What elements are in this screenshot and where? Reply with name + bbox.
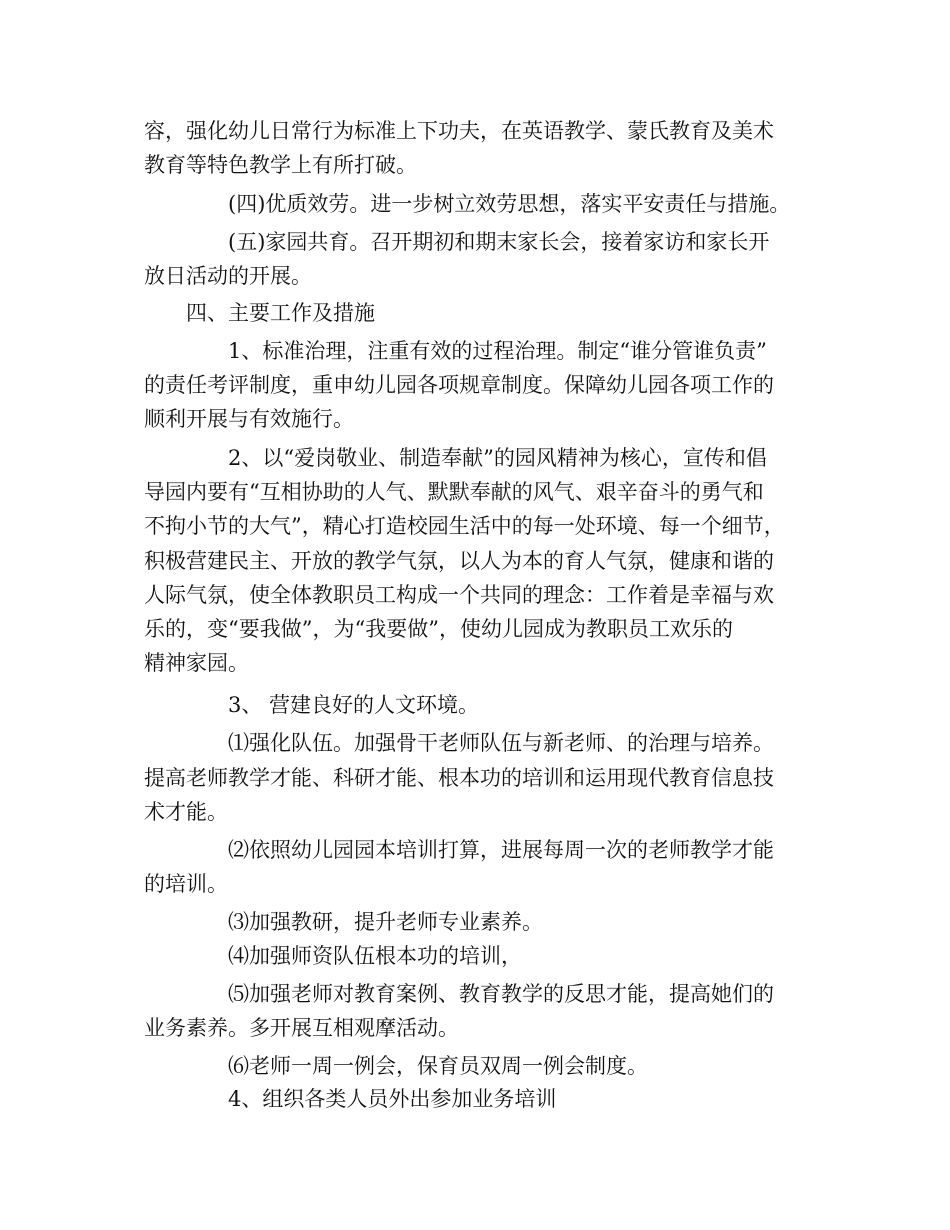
text-line: ⑸加强老师对教育案例、教育教学的反思才能，提高她们的 (228, 982, 774, 1006)
text-line: 乐的，变“要我做”，为“我要做”，使幼儿园成为教职员工欢乐的 (144, 617, 733, 641)
text-line: (四)优质效劳。进一步树立效劳思想，落实平安责任与措施。 (228, 192, 791, 216)
text-line: 精神家园。 (144, 651, 249, 675)
text-line: 提高老师教学才能、科研才能、根本功的培训和运用现代教育信息技 (144, 766, 774, 790)
text-line: 教育等特色教学上有所打破。 (144, 153, 417, 177)
text-line: 不拘小节的大气”，精心打造校园生活中的每一处环境、每一个细节， (144, 514, 785, 538)
text-line: (五)家园共育。召开期初和期末家长会，接着家访和家长开 (228, 230, 770, 254)
text-line: 的培训。 (144, 872, 228, 896)
text-line: 放日活动的开展。 (144, 264, 312, 288)
text-line: ⑴强化队伍。加强骨干老师队伍与新老师、的治理与培养。 (228, 731, 774, 755)
text-line: 顺利开展与有效施行。 (144, 407, 354, 431)
text-line: ⑶加强教研，提升老师专业素养。 (228, 910, 543, 934)
text-line: ⑷加强师资队伍根本功的培训， (228, 944, 522, 968)
text-line: 积极营建民主、开放的教学气氛，以人为本的育人气氛，健康和谐的 (144, 549, 774, 573)
text-line: 容，强化幼儿日常行为标准上下功夫，在英语教学、蒙氏教育及美术 (144, 119, 774, 143)
text-line: 人际气氛，使全体教职员工构成一个共同的理念：工作着是幸福与欢 (144, 583, 774, 607)
text-line: ⑵依照幼儿园园本培训打算，进展每周一次的老师教学才能 (228, 838, 774, 862)
text-line: 术才能。 (144, 800, 228, 824)
section-heading: 四、主要工作及措施 (186, 301, 375, 325)
text-line: ⑹老师一周一例会，保育员双周一例会制度。 (228, 1054, 648, 1078)
text-line: 1、标准治理，注重有效的过程治理。制定“谁分管谁负责” (228, 339, 767, 363)
text-line: 3、 营建良好的人文环境。 (228, 693, 480, 717)
text-line: 的责任考评制度，重申幼儿园各项规章制度。保障幼儿园各项工作的 (144, 373, 774, 397)
text-line: 业务素养。多开展互相观摩活动。 (144, 1016, 459, 1040)
text-line: 4、组织各类人员外出参加业务培训 (228, 1087, 557, 1111)
text-line: 2、以“爱岗敬业、制造奉献”的园风精神为核心，宣传和倡 (228, 446, 767, 470)
text-line: 导园内要有“互相协助的人气、默默奉献的风气、艰辛奋斗的勇气和 (144, 480, 764, 504)
